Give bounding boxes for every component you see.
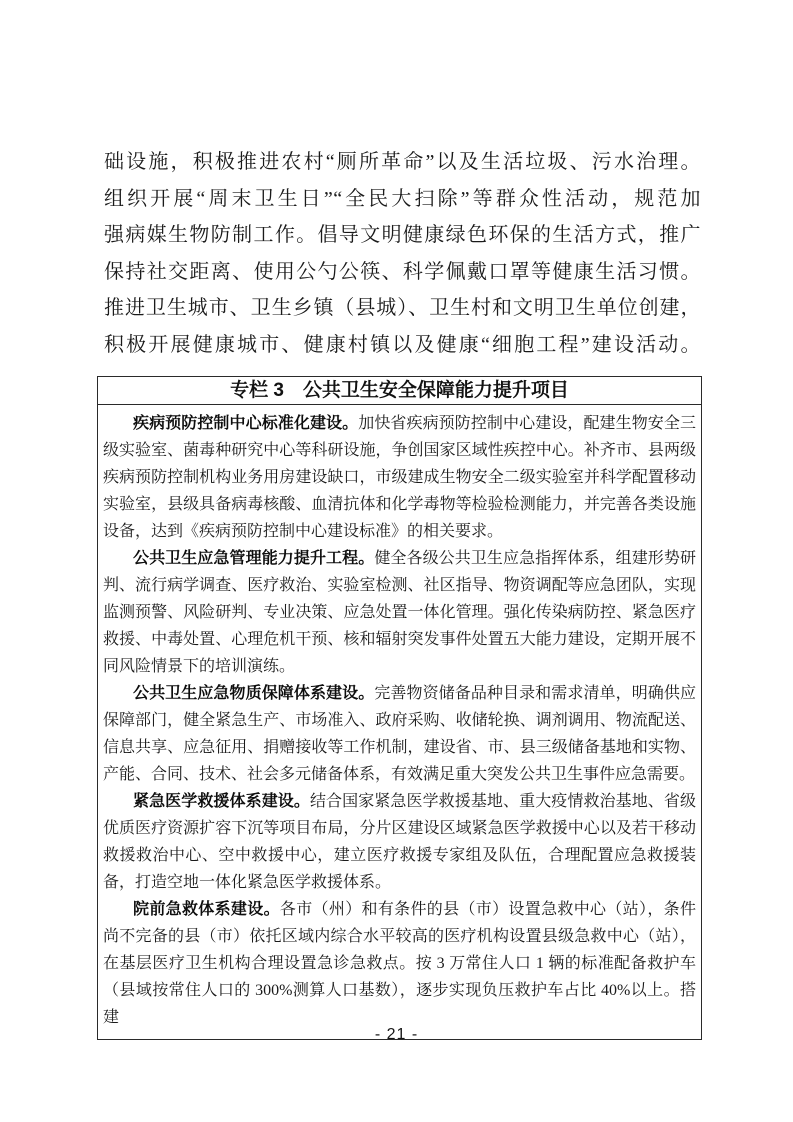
column-3-panel-title: 专栏 3 公共卫生安全保障能力提升项目 xyxy=(98,377,701,405)
paragraph-lead: 院前急救体系建设。 xyxy=(133,901,280,918)
column-3-panel xyxy=(97,376,702,1040)
panel-paragraph-prehospital-aid xyxy=(103,896,696,1031)
panel-paragraph-disease-control xyxy=(103,410,696,545)
paragraph-lead: 紧急医学救援体系建设。 xyxy=(133,793,310,810)
paragraph-lead: 疾病预防控制中心标准化建设。 xyxy=(133,415,359,432)
body-text-line: 强病媒生物防制工作。倡导文明健康绿色环保的生活方式，推广 xyxy=(104,224,701,246)
paragraph-text: 加快省疾病预防控制中心建设，配建生物安全三级实验室、菌毒种研究中心等科研设施，争创国家区域性疾控中心。补齐市、县两级疾病预防控制机构业务用房建设缺口，市级建成生物安全二级实验室并科学配置移动实验室，县级具备病毒核酸、血清抗体和化学毒物等检验检测能力，并完善各类设施设备，达到《疾病预防控制中心建设标准》的相关要求。 xyxy=(103,415,696,540)
paragraph-lead: 公共卫生应急管理能力提升工程。 xyxy=(133,550,375,567)
paragraph-text: 各市（州）和有条件的县（市）设置急救中心（站），条件尚不完备的县（市）依托区域内综合水平较高的医疗机构设置县级急救中心（站），在基层医疗卫生机构合理设置急诊急救点。按 3 万常住人口 1 辆的标准配备救护车（县域按常住人口的 300%测算人口基数），逐步实现负压救护车占比 40%以上。搭建 xyxy=(103,901,696,1026)
body-text-line: 推进卫生城市、卫生乡镇（县城）、卫生村和文明卫生单位创建， xyxy=(104,297,701,319)
body-text-line: 积极开展健康城市、健康村镇以及健康“细胞工程”建设活动。 xyxy=(104,333,701,356)
body-text-line: 础设施，积极推进农村“厕所革命”以及生活垃圾、污水治理。 xyxy=(104,151,701,173)
panel-paragraph-emergency-management xyxy=(103,545,696,680)
running-body-text xyxy=(104,144,701,363)
paragraph-text: 健全各级公共卫生应急指挥体系，组建形势研判、流行病学调查、医疗救治、实验室检测、社区指导、物资调配等应急团队，实现监测预警、风险研判、专业决策、应急处置一体化管理。强化传染病防控、紧急医疗救援、中毒处置、心理危机干预、核和辐射突发事件处置五大能力建设，定期开展不同风险情景下的培训演练。 xyxy=(103,550,696,675)
paragraph-text: 完善物资储备品种目录和需求清单，明确供应保障部门，健全紧急生产、市场准入、政府采购、收储轮换、调剂调用、物流配送、信息共享、应急征用、捐赠接收等工作机制，建设省、市、县三级储备基地和实物、产能、合同、技术、社会多元储备体系，有效满足重大突发公共卫生事件应急需要。 xyxy=(103,685,696,783)
page-number: - 21 - xyxy=(374,1026,419,1043)
panel-paragraph-medical-rescue xyxy=(103,788,696,896)
paragraph-lead: 公共卫生应急物质保障体系建设。 xyxy=(133,685,375,702)
body-text-line: 组织开展“周末卫生日”“全民大扫除”等群众性活动，规范加 xyxy=(104,187,701,210)
body-text-line: 保持社交距离、使用公勺公筷、科学佩戴口罩等健康生活习惯。 xyxy=(104,260,701,283)
panel-paragraph-material-support xyxy=(103,680,696,788)
paragraph-text: 结合国家紧急医学救援基地、重大疫情救治基地、省级优质医疗资源扩容下沉等项目布局，分片区建设区域紧急医学救援中心以及若干移动救援救治中心、空中救援中心，建立医疗救援专家组及队伍，合理配置应急救援装备，打造空地一体化紧急医学救援体系。 xyxy=(103,793,696,891)
column-3-panel-body xyxy=(98,405,701,1039)
